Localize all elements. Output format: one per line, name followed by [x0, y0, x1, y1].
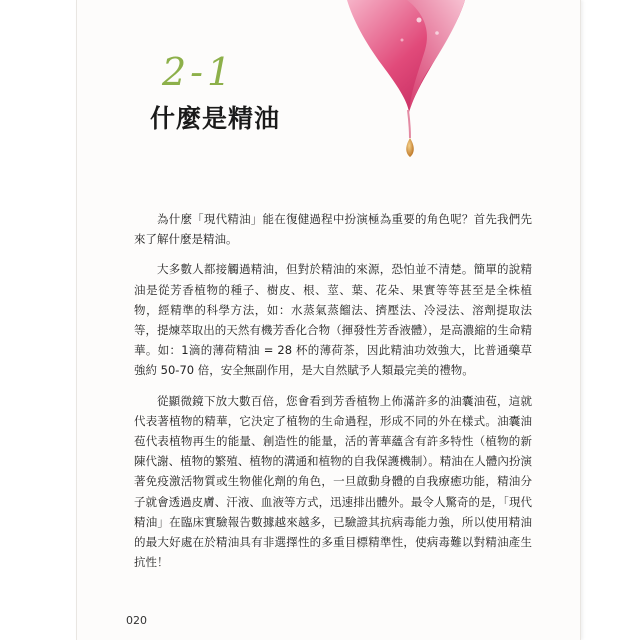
- paragraph-1: 為什麼「現代精油」能在復健過程中扮演極為重要的角色呢？首先我們先來了解什麼是精油。: [134, 212, 532, 247]
- book-page: [76, 0, 581, 640]
- page-number: 020: [126, 614, 147, 627]
- paragraph-3: 從顯微鏡下放大數百倍，您會看到芳香植物上佈滿許多的油囊油苞，這就代表著植物的精華，它決定了植物的生命過程，形成不同的外在樣式。油囊油苞代表植物再生的能量、創造性的能量，活的菁華蘊含有許多特性（植物的新陳代謝、植物的繁殖、植物的溝通和植物的自我保護機制）。精油在人體內扮演著免疫激活物質或生物催化劑的角色，一旦啟動身體的自我療癒功能，精油分子就會透過皮膚、汗液、血液等方式，迅速排出體外。最令人驚奇的是，「現代精油」在臨床實驗報告數據越來越多，已驗證其抗病毒能力強，所以使用精油的最大好處在於精油具有非選擇性的多重目標精準性，使病毒難以對精油產生抗性！: [134, 393, 532, 570]
- pink-petal-drop-illustration: [347, 0, 467, 165]
- paragraph-2: 大多數人都接觸過精油，但對於精油的來源，恐怕並不清楚。簡單的說精油是從芳香植物的種子、樹皮、根、莖、葉、花朵、果實等等甚至是全株植物，經精準的科學方法，如：水蒸氣蒸餾法、擠壓法、冷浸法、溶劑提取法等，提煉萃取出的天然有機芳香化合物（揮發性芳香液體），是高濃縮的生命精華。如：1滴的薄荷精油 = 28 杯的薄荷茶，因此精油功效強大，比普通藥草強約 50-70 倍，安全無副作用，是大自然賦予人類最完美的禮物。: [134, 262, 532, 378]
- chapter-number: 2-1: [162, 50, 236, 94]
- body-text: [134, 209, 532, 582]
- chapter-title: 什麼是精油: [150, 104, 281, 133]
